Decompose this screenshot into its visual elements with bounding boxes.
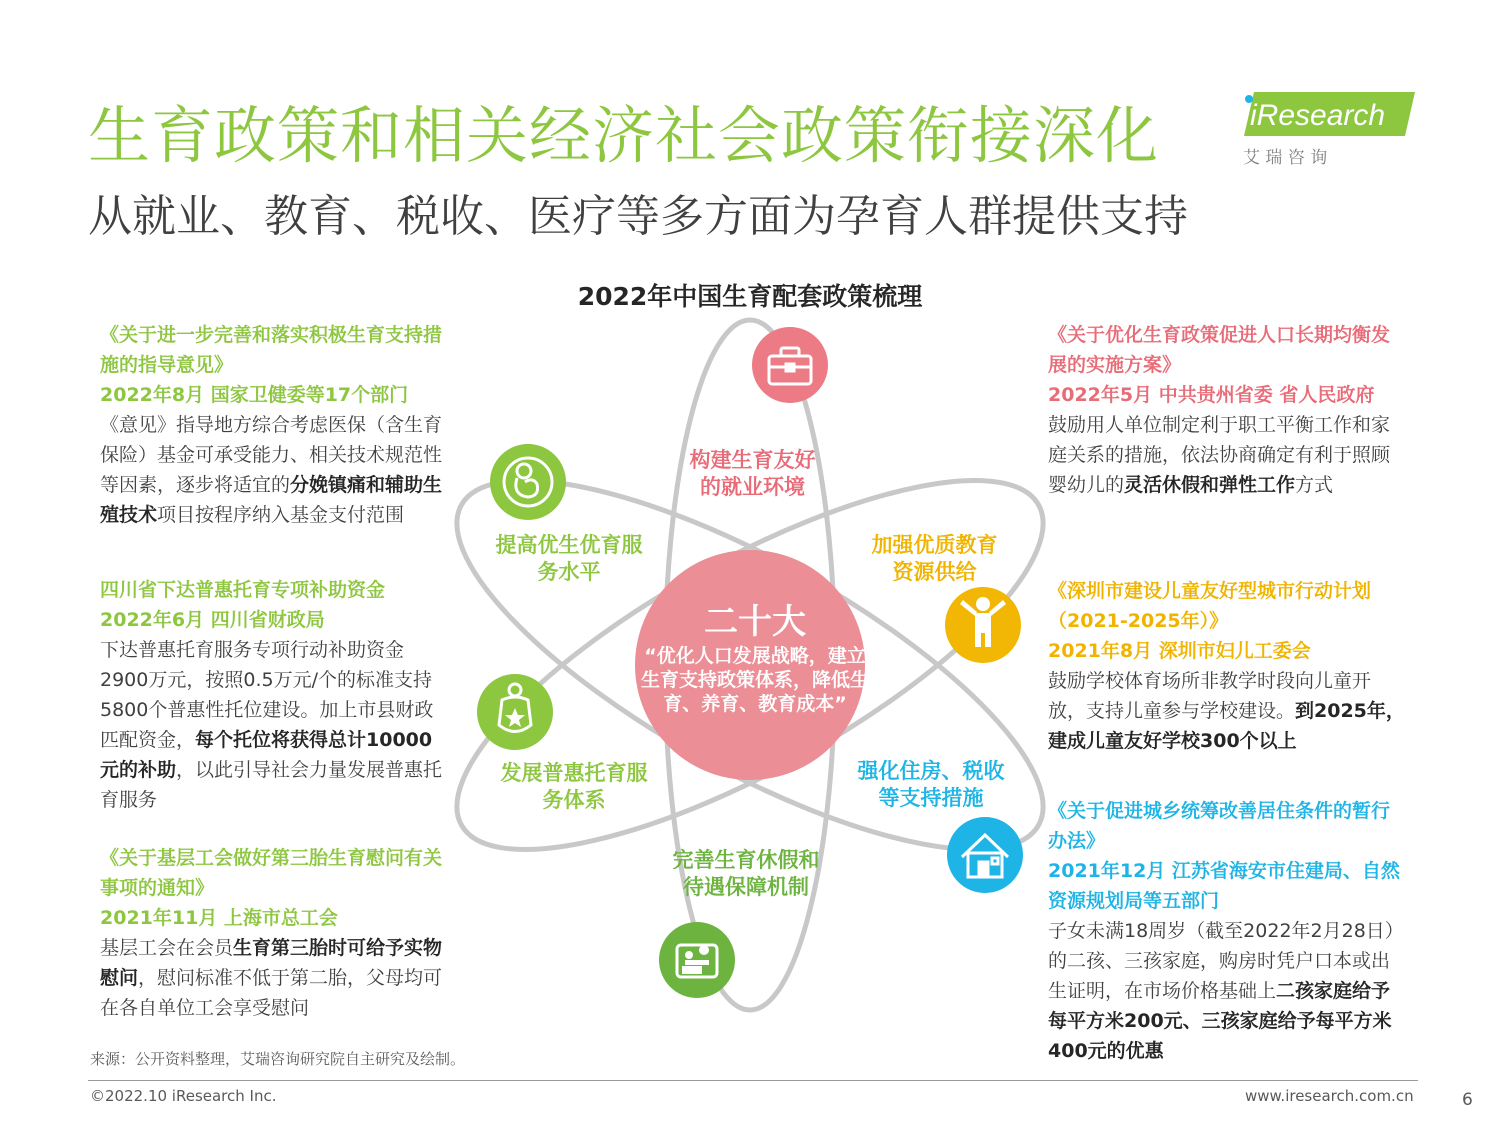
page-title: 生育政策和相关经济社会政策衔接深化	[88, 99, 1160, 172]
node-label-housing-tax: 强化住房、税收等支持措施	[857, 759, 1005, 810]
policy-meta: 2022年5月 中共贵州省委 省人民政府	[1048, 384, 1375, 406]
copyright: ©2022.10 iResearch Inc.	[90, 1087, 277, 1105]
policy-meta: 2021年11月 上海市总工会	[100, 907, 338, 929]
svg-text:iResearch: iResearch	[1250, 99, 1386, 132]
center-text-block	[640, 600, 870, 716]
source-note: 来源：公开资料整理，艾瑞咨询研究院自主研究及绘制。	[90, 1050, 466, 1068]
baby-bib-node	[477, 674, 553, 750]
node-label-education: 加强优质教育资源供给	[871, 533, 998, 584]
policy-title: 《关于促进城乡统筹改善居住条件的暂行办法》	[1048, 800, 1391, 852]
policy-description: 下达普惠托育服务专项行动补助资金2900万元，按照0.5万元/个的标准支持5800个普惠性托位建设。加上市县财政匹配资金，每个托位将获得总计10000元的补助，以此引导社会力量发展普惠托育服务	[100, 639, 443, 811]
caregiver-node	[659, 922, 735, 998]
policy-description: 基层工会在会员生育第三胎时可给予实物慰问，慰问标准不低于第二胎，父母均可在各自单位工会享受慰问	[100, 937, 443, 1019]
policy-title: 四川省下达普惠托育专项补助资金	[100, 579, 386, 601]
policy-title: 《关于优化生育政策促进人口长期均衡发展的实施方案》	[1048, 324, 1391, 376]
node-label-employment: 构建生育友好的就业环境	[689, 448, 816, 499]
policy-meta: 2021年8月 深圳市妇儿工委会	[1048, 640, 1311, 662]
policy-meta: 2022年6月 四川省财政局	[100, 609, 325, 631]
policy-meta: 2021年12月 江苏省海安市住建局、自然资源规划局等五部门	[1048, 860, 1400, 912]
policy-title: 《深圳市建设儿童友好型城市行动计划（2021-2025年）》	[1048, 580, 1372, 632]
policy-title: 《关于基层工会做好第三胎生育慰问有关事项的通知》	[100, 847, 443, 899]
house-node	[947, 817, 1023, 893]
policy-description: 鼓励学校体育场所非教学时段向儿童开放，支持儿童参与学校建设。到2025年，建成儿童友好学校300个以上	[1048, 670, 1405, 752]
briefcase-node	[752, 327, 828, 403]
center-quote: “优化人口发展战略，建立生育支持政策体系，降低生育、养育、教育成本”	[640, 645, 869, 715]
policy-title: 《关于进一步完善和落实积极生育支持措施的指导意见》	[100, 324, 443, 376]
node-label-prenatal: 提高优生优育服务水平	[495, 533, 643, 584]
node-label-leave: 完善生育休假和待遇保障机制	[672, 848, 820, 899]
policy-description: 《意见》指导地方综合考虑医保（含生育保险）基金可承受能力、相关技术规范性等因素，逐步将适宜的分娩镇痛和辅助生殖技术项目按程序纳入基金支付范围	[100, 414, 443, 526]
svg-text:艾 瑞 咨 询: 艾 瑞 咨 询	[1243, 148, 1328, 168]
fetus-node	[490, 444, 566, 520]
center-heading: 二十大	[704, 602, 806, 642]
policy-meta: 2022年8月 国家卫健委等17个部门	[100, 384, 409, 406]
website-link[interactable]: www.iresearch.com.cn	[1245, 1087, 1414, 1105]
footer-divider	[88, 1080, 1418, 1081]
page-number: 6	[1462, 1090, 1473, 1110]
node-label-childcare: 发展普惠托育服务体系	[500, 761, 648, 812]
diagram-title: 2022年中国生育配套政策梳理	[577, 282, 923, 311]
child-node	[945, 587, 1021, 663]
policy-description: 鼓励用人单位制定利于职工平衡工作和家庭关系的措施，依法协商确定有利于照顾婴幼儿的灵活休假和弹性工作方式	[1048, 414, 1391, 496]
policy-description: 子女未满18周岁（截至2022年2月28日）的二孩、三孩家庭，购房时凭户口本或出生证明，在市场价格基础上二孩家庭给予每平方米200元、三孩家庭给予每平方米400元的优惠	[1048, 920, 1404, 1062]
page-subtitle: 从就业、教育、税收、医疗等多方面为孕育人群提供支持	[88, 191, 1188, 242]
